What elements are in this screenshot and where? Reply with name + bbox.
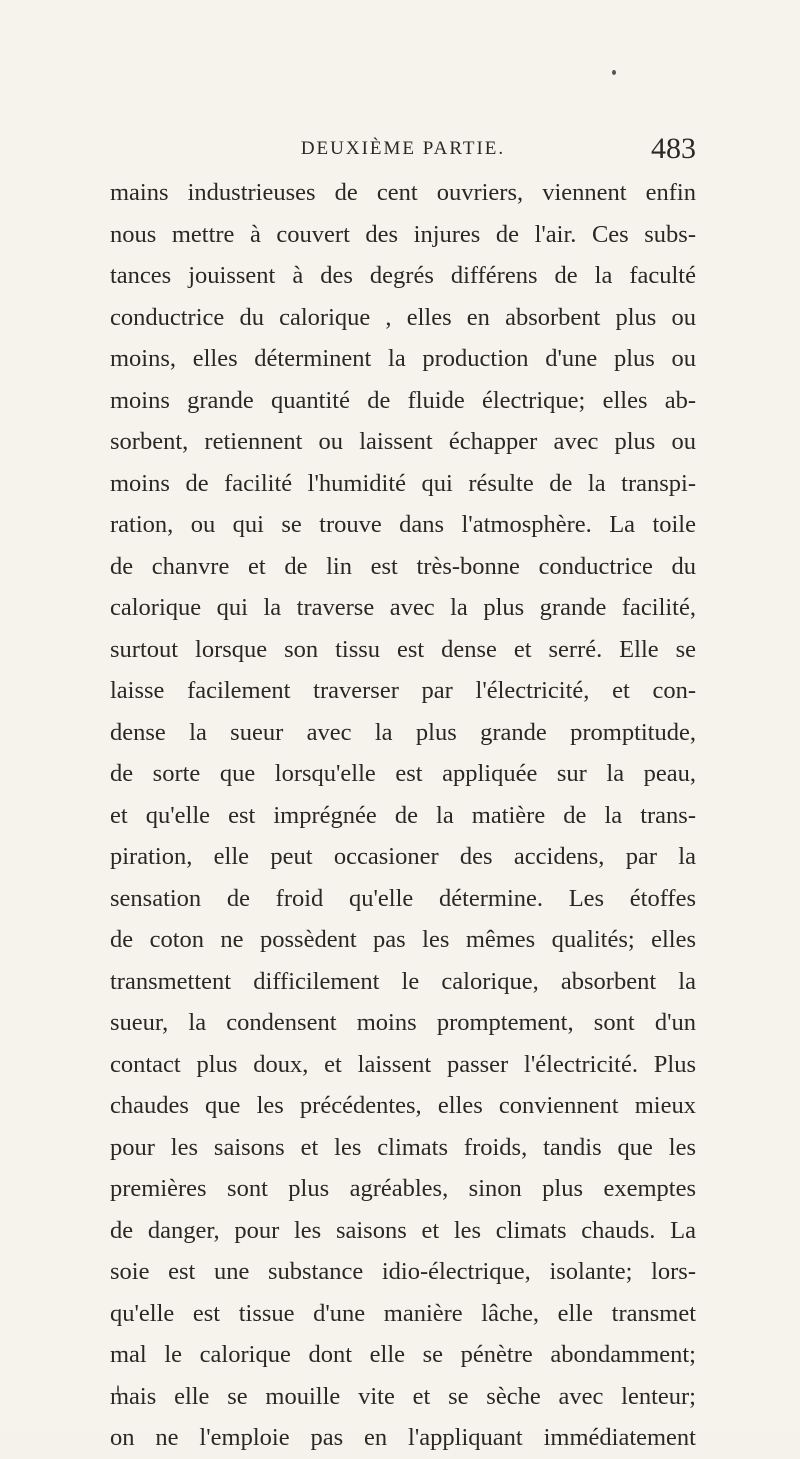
text-line: conductrice du calorique , elles en absorbent plus ou [110, 303, 696, 331]
text-line: pour les saisons et les climats froids, tandis que les [110, 1133, 696, 1161]
text-line: on ne l'emploie pas en l'appliquant immédiatement [110, 1424, 696, 1451]
text-line: premières sont plus agréables, sinon plus exemptes [110, 1175, 696, 1202]
text-line: mal le calorique dont elle se pénètre abondamment; [110, 1341, 696, 1368]
text-line: mains industrieuses de cent ouvriers, viennent enfin [110, 179, 696, 206]
text-line: et qu'elle est imprégnée de la matière de la trans- [110, 801, 696, 829]
text-line: de danger, pour les saisons et les climats chauds. La [110, 1216, 696, 1244]
ink-speck [612, 70, 616, 75]
text-line: qu'elle est tissue d'une manière lâche, elle transmet [110, 1299, 696, 1327]
text-line: laisse facilement traverser par l'électricité, et con- [110, 677, 696, 704]
text-line: piration, elle peut occasioner des accidens, par la [110, 843, 696, 870]
body-text [110, 172, 696, 1459]
text-line: dense la sueur avec la plus grande promptitude, [110, 718, 696, 746]
text-line: sueur, la condensent moins promptement, sont d'un [110, 1009, 696, 1036]
text-line: ration, ou qui se trouve dans l'atmosphère. La toile [110, 511, 696, 538]
text-line: moins de facilité l'humidité qui résulte de la transpi- [110, 469, 696, 497]
running-head [110, 132, 696, 166]
page-number: 483 [651, 132, 696, 165]
text-line: de coton ne possèdent pas les mêmes qualités; elles [110, 926, 696, 953]
text-line: moins grande quantité de fluide électrique; elles ab- [110, 386, 696, 414]
text-line: moins, elles déterminent la production d'une plus ou [110, 345, 696, 372]
text-line: nous mettre à couvert des injures de l'air. Ces subs- [110, 220, 696, 248]
text-line: tances jouissent à des degrés différens de la faculté [110, 262, 696, 289]
text-line: sensation de froid qu'elle détermine. Les étoffes [110, 884, 696, 912]
text-line: chaudes que les précédentes, elles conviennent mieux [110, 1092, 696, 1119]
text-line: surtout lorsque son tissu est dense et serré. Elle se [110, 635, 696, 663]
text-line: soie est une substance idio-électrique, isolante; lors- [110, 1258, 696, 1285]
text-line: de chanvre et de lin est très-bonne conductrice du [110, 552, 696, 580]
text-line: transmettent difficilement le calorique, absorbent la [110, 967, 696, 995]
text-line: mais elle se mouille vite et se sèche avec lenteur; [110, 1382, 696, 1410]
running-head-title: DEUXIÈME PARTIE. [300, 138, 506, 159]
text-line: de sorte que lorsqu'elle est appliquée sur la peau, [110, 760, 696, 787]
text-line: calorique qui la traverse avec la plus grande facilité, [110, 594, 696, 621]
text-line: sorbent, retiennent ou laissent échapper avec plus ou [110, 428, 696, 455]
text-line: contact plus doux, et laissent passer l'électricité. Plus [110, 1050, 696, 1078]
